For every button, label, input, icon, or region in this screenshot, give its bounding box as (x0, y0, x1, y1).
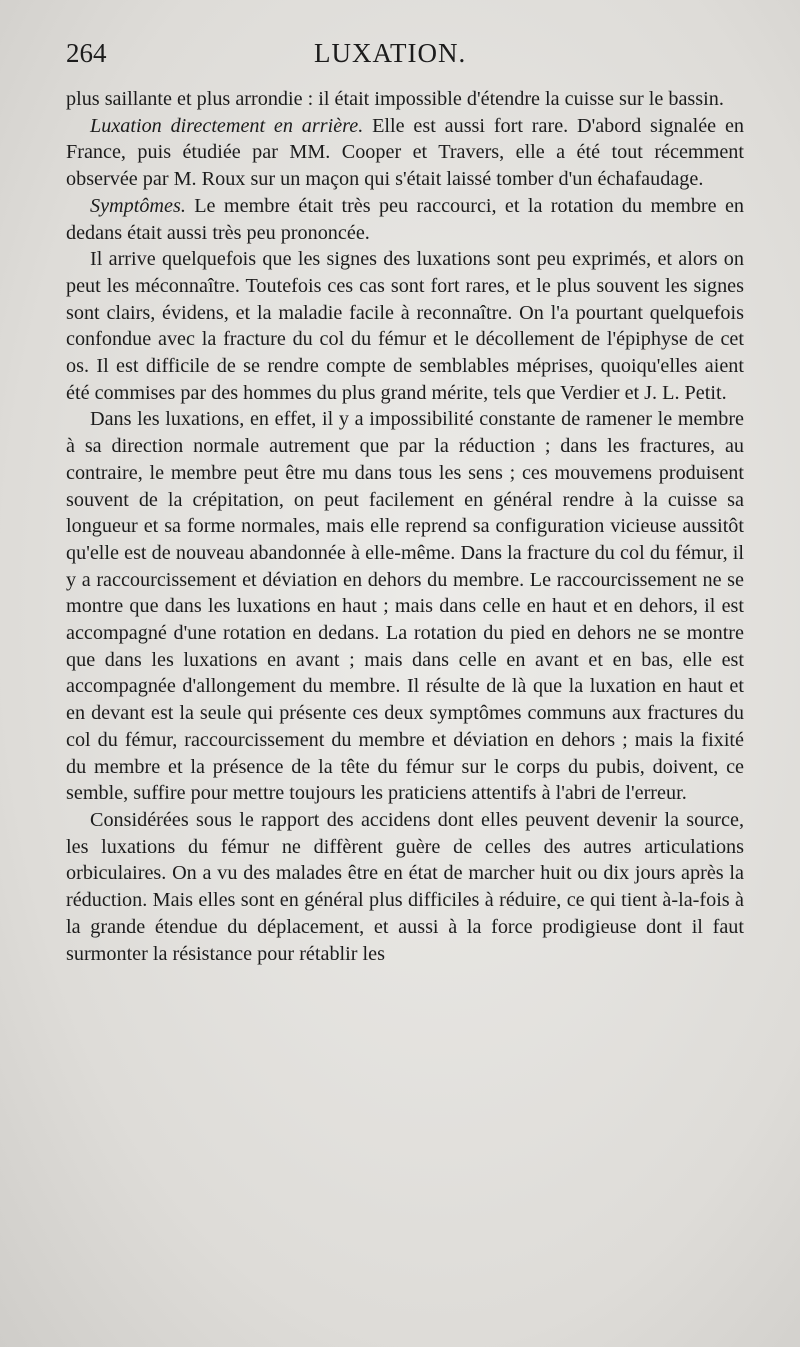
paragraph-text: Le membre était très peu raccourci, et la rotation du membre en dedans était aussi très peu prononcée. (66, 194, 744, 244)
paragraph-comparaison (66, 406, 744, 807)
paragraph-text: plus saillante et plus arrondie : il était impossible d'étendre la cuisse sur le bassin. (66, 88, 724, 110)
paragraph-luxation-arriere (66, 113, 744, 193)
body-text (66, 86, 744, 967)
paragraph-continuation (66, 86, 744, 113)
paragraph-text: Dans les luxations, en effet, il y a impossibilité constante de ramener le membre à sa direction normale autrement que par la réduction ; dans les fractures, au contraire, le membre peut être mu dans tous les sens ; ces mouvemens produisent souvent de la crépitation, on peut facilement en général rendre à la cuisse sa longueur et sa forme normales, mais elle reprend sa configuration vicieuse aussitôt qu'elle est de nouveau abandonnée à elle-même. Dans la fracture du col du fémur, il y a raccourcissement et déviation en dehors du membre. Le raccourcissement ne se montre que dans les luxations en haut ; mais dans celle en haut et en dehors, il est accompagné d'une rotation en dedans. La rotation du pied en dehors ne se montre que dans les luxations en avant ; mais dans celle en avant et en bas, elle est accompagnée d'allongement du membre. Il résulte de là que la luxation en haut et en devant est la seule qui présente ces deux symptômes communs aux fractures du col du fémur, raccourcissement du membre et déviation en dehors ; mais la fixité du membre et la présence de la tête du fémur sur le corps du pubis, doivent, ce semble, suffire pour mettre toujours les praticiens attentifs à l'abri de l'erreur. (66, 408, 744, 805)
section-heading: Symptômes. (90, 194, 186, 217)
paragraph-text: Il arrive quelquefois que les signes des luxations sont peu exprimés, et alors on peut les méconnaître. Toutefois ces cas sont fort rares, et le plus souvent les signes sont clairs, évidens, et la maladie facile à reconnaître. On l'a pourtant quelquefois confondue avec la fracture du col du fémur et le décollement de l'épiphyse de cet os. Il est difficile de se rendre compte de semblables méprises, quoiqu'elles aient été commises par des hommes du plus grand mérite, tels que Verdier et J. L. Petit. (66, 248, 744, 404)
paragraph-symptomes (66, 193, 744, 246)
paragraph-diagnostic (66, 246, 744, 406)
section-heading: Luxation directement en arrière. (90, 114, 364, 137)
paragraph-accidents (66, 807, 744, 967)
paragraph-text: Considérées sous le rapport des accidens dont elles peuvent devenir la source, les luxations du fémur ne diffèrent guère de celles des autres articulations orbiculaires. On a vu des malades être en état de marcher huit ou dix jours après la réduction. Mais elles sont en général plus difficiles à réduire, ce qui tient à-la-fois à la grande étendue du déplacement, et aussi à la force prodigieuse dont il faut surmonter la résistance pour rétablir les (66, 808, 744, 965)
running-title: LUXATION. (314, 38, 467, 68)
page-number: 264 (66, 38, 107, 68)
page-header (66, 38, 744, 86)
paragraph-text: Elle est aussi fort rare. D'abord signalée en France, puis étudiée par MM. Cooper et Travers, elle a été tout récemment observée par M. Roux sur un maçon qui s'était laissé tomber d'un échafaudage. (66, 114, 744, 191)
